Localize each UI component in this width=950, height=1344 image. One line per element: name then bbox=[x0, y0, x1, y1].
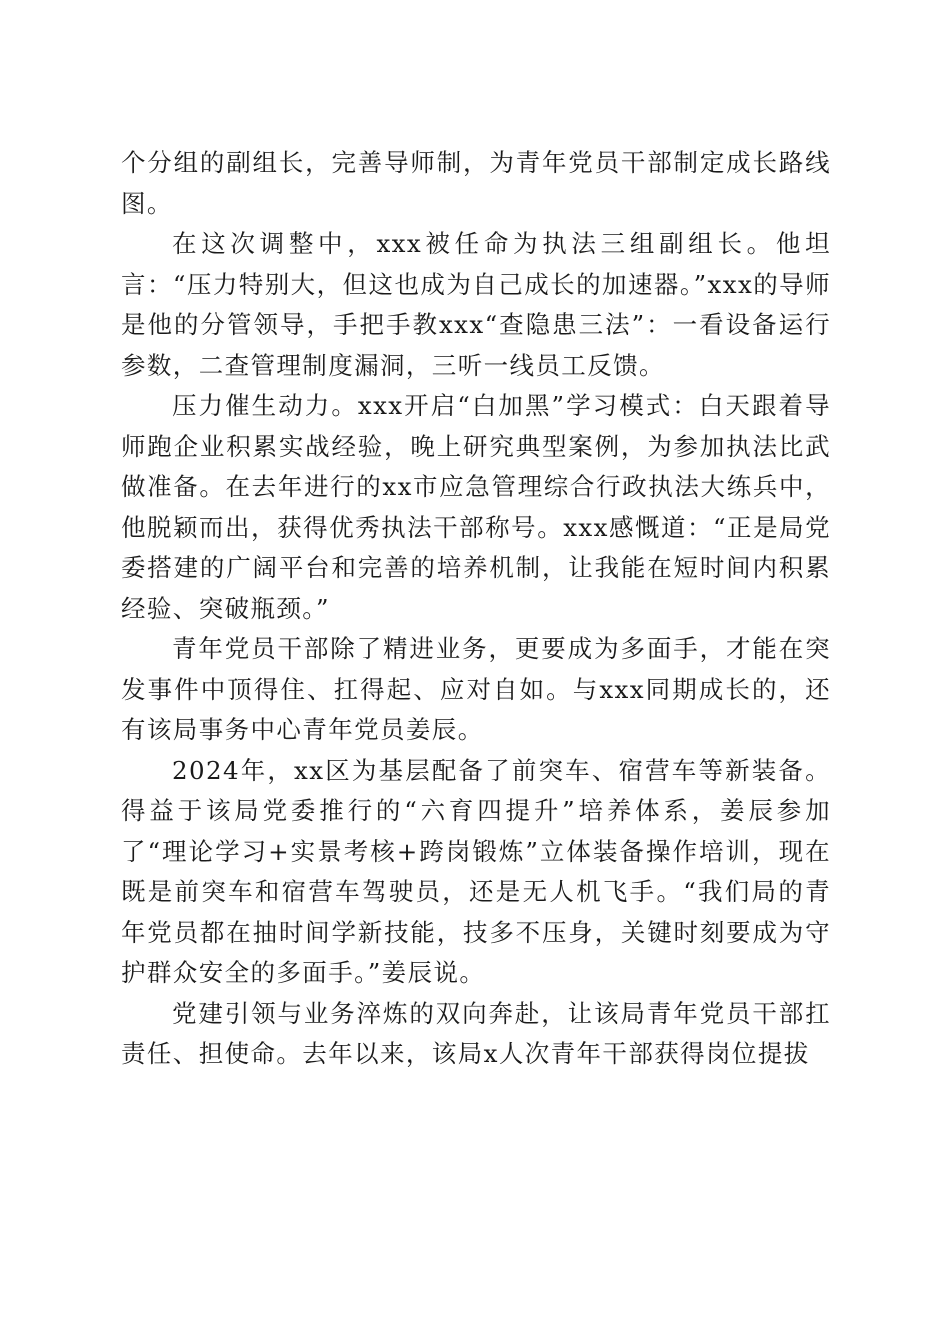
paragraph-3: 压力催生动力。xxx开启“白加黑”学习模式：白天跟着导师跑企业积累实战经验，晚上研究典型案例，为参加执法比武做准备。在去年进行的xx市应急管理综合行政执法大练兵中，他脱颖而出，获得优秀执法干部称号。xxx感慨道：“正是局党委搭建的广阔平台和完善的培养机制，让我能在短时间内积累经验、突破瓶颈。” bbox=[121, 391, 831, 623]
paragraph-1: 个分组的副组长，完善导师制，为青年党员干部制定成长路线图。 bbox=[121, 148, 831, 218]
paragraph-2: 在这次调整中，xxx被任命为执法三组副组长。他坦言：“压力特别大，但这也成为自己成长的加速器。”xxx的导师是他的分管领导，手把手教xxx“查隐患三法”：一看设备运行参数，二查管理制度漏洞，三听一线员工反馈。 bbox=[121, 229, 831, 380]
document-body bbox=[121, 143, 831, 1075]
paragraph-5: 2024年，xx区为基层配备了前突车、宿营车等新装备。得益于该局党委推行的“六育四提升”培养体系，姜辰参加了“理论学习+实景考核+跨岗锻炼”立体装备操作培训，现在既是前突车和宿营车驾驶员，还是无人机飞手。“我们局的青年党员都在抽时间学新技能，技多不压身，关键时刻要成为守护群众安全的多面手。”姜辰说。 bbox=[121, 755, 831, 987]
paragraph-6: 党建引领与业务淬炼的双向奔赴，让该局青年党员干部扛责任、担使命。去年以来，该局x人次青年干部获得岗位提拔 bbox=[121, 998, 831, 1068]
paragraph-4: 青年党员干部除了精进业务，更要成为多面手，才能在突发事件中顶得住、扛得起、应对自如。与xxx同期成长的，还有该局事务中心青年党员姜辰。 bbox=[121, 634, 831, 744]
